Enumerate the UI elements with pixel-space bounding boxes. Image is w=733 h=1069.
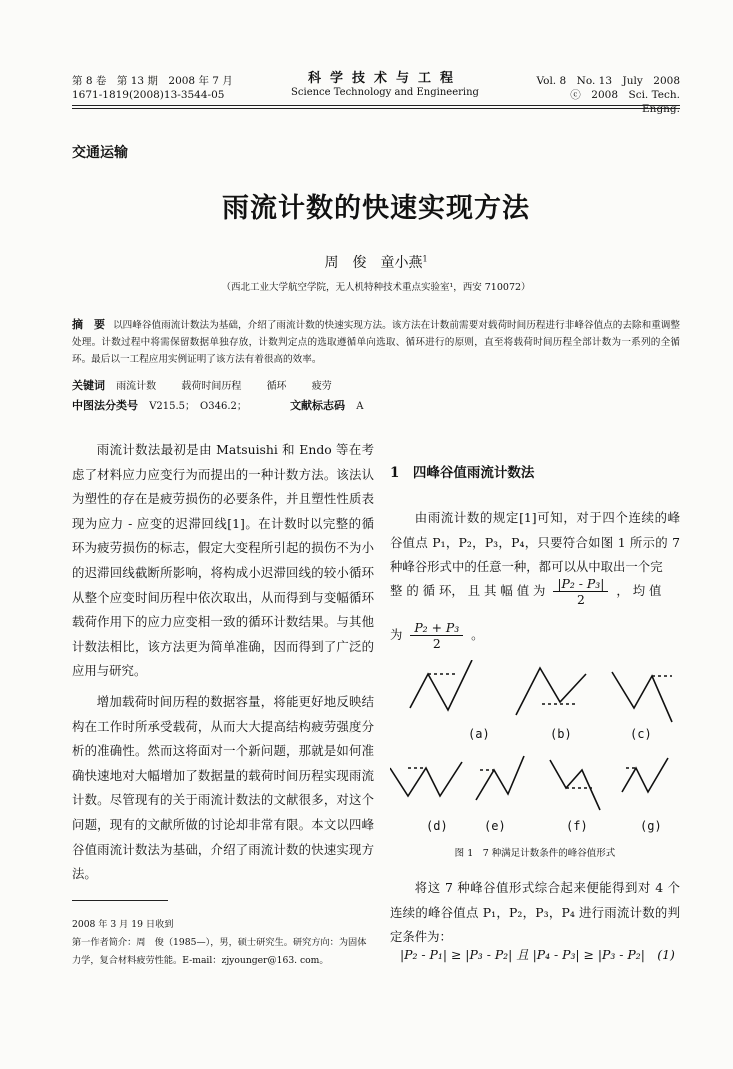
footnote-rule bbox=[72, 900, 168, 901]
keyword: 载荷时间历程 bbox=[181, 381, 242, 392]
journal-name-en: Science Technology and Engineering bbox=[291, 87, 479, 98]
mean-line bbox=[390, 620, 484, 651]
figure-label-d: (d) bbox=[426, 819, 448, 833]
author-affil-sup: 1 bbox=[422, 254, 428, 264]
keyword: 疲劳 bbox=[311, 381, 332, 392]
condition-paragraph: 将这 7 种峰谷值形式综合起来便能得到对 4 个连续的峰谷值点 P₁，P₂，P₃，P₄ 进行雨流计数的判定条件为： bbox=[390, 880, 680, 945]
form-f-path bbox=[550, 760, 600, 810]
affiliation: （西北工业大学航空学院，无人机特种技术重点实验室¹，西安 710072） bbox=[221, 282, 531, 293]
section-heading-1: 1 四峰谷值雨流计数法 bbox=[390, 465, 535, 481]
figure-1-peak-valley-forms bbox=[390, 660, 680, 840]
author-bio: 第一作者简介：周 俊（1985—），男，硕士研究生。研究方向：为固体力学，复合材料疲劳性能。E-mail：zjyounger@163. com。 bbox=[72, 937, 367, 966]
figure-caption: 图 1 7 种满足计数条件的峰谷值形式 bbox=[454, 848, 616, 859]
journal-name bbox=[290, 72, 480, 100]
abstract-label: 摘 要 bbox=[72, 318, 106, 331]
intro-paragraph-2: 增加载荷时间历程的数据容量，将能更好地反映结构在工作时所承受载荷，从而大大提高结构疲劳强度分析的准确性。然而这将面对一个新问题，那就是如何准确快速地对大幅增加了数据量的载荷时间历程实现雨流计数。尽管现有的关于雨流计数法的文献很多，对这个问题，现有的文献所做的讨论却非常有限。本文以四峰谷值雨流计数法为基础，介绍了雨流计数的快速实现方法。 bbox=[72, 693, 374, 882]
amplitude-fraction bbox=[553, 576, 608, 607]
issue-line: 第 8 卷 第 13 期 2008 年 7 月 bbox=[72, 75, 233, 87]
journal-volume-info bbox=[530, 74, 680, 116]
journal-issue-info bbox=[72, 74, 233, 102]
right-column-paragraph-1 bbox=[390, 506, 680, 580]
mean-fraction bbox=[410, 620, 463, 651]
intro-paragraph-1: 雨流计数法最初是由 Matsuishi 和 Endo 等在考虑了材料应力应变行为而提出的一种计数方法。该法认为塑性的存在是疲劳损伤的必要条件，并且塑性性质表现为应力 - 应变的迟滞回线[1]。在计数时以完整的循环为疲劳损伤的标志，假定大变程所引起的损伤不为小的迟滞回线截断所影响，将构成小迟滞回线的较小循环从整个应变时间历程中依次取出，从而得到与变幅循环载荷作用下的应力应变相一致的循环计数结果。与其他计数法相比，该方法更为简单准确，因而得到了广泛的应用与研究。 bbox=[72, 442, 374, 679]
doc-code-value: A bbox=[356, 401, 364, 412]
copyright-line: ⓒ 2008 Sci. Tech. Engng. bbox=[570, 89, 680, 115]
authors bbox=[72, 252, 680, 272]
form-b-path bbox=[516, 668, 586, 715]
classification bbox=[72, 397, 680, 413]
paper-title: 雨流计数的快速实现方法 bbox=[222, 193, 530, 224]
amplitude-line bbox=[390, 576, 661, 607]
figure-label-b: (b) bbox=[550, 727, 572, 741]
keyword: 雨流计数 bbox=[116, 381, 157, 392]
left-column bbox=[72, 438, 374, 887]
form-d-path bbox=[390, 762, 462, 796]
form-g-path bbox=[622, 758, 668, 792]
amplitude-numerator: |P₂ - P₃| bbox=[553, 576, 608, 592]
form-a-path bbox=[410, 660, 472, 710]
mean-period: 。 bbox=[471, 627, 484, 642]
header-rule bbox=[72, 105, 680, 106]
figure-label-g: (g) bbox=[640, 819, 662, 833]
form-e-path bbox=[476, 756, 524, 800]
footnote bbox=[72, 916, 374, 970]
figure-label-a: (a) bbox=[468, 727, 490, 741]
section-label: 交通运输 bbox=[72, 145, 128, 161]
abstract bbox=[72, 316, 680, 368]
classification-value: V215.5； O346.2； bbox=[149, 401, 247, 412]
abstract-text: 以四峰谷值雨流计数法为基础，介绍了雨流计数的快速实现方法。该方法在计数前需要对载荷时间历程进行非峰谷值点的去除和重调整处理。计数过程中将需保留数据单独存放，计数判定点的选取遵循单向选取、循环进行的原则，直至将载荷时间历程全部计数为一系列的全循环。最后以一工程应用实例证明了该方法有着很高的效率。 bbox=[72, 320, 681, 365]
figure-label-f: (f) bbox=[566, 819, 588, 833]
issn-line: 1671-1819(2008)13-3544-05 bbox=[72, 89, 225, 101]
classification-label: 中图法分类号 bbox=[72, 399, 138, 412]
mean-text: ， 均 值 bbox=[616, 583, 662, 598]
mean-denominator: 2 bbox=[432, 636, 441, 651]
doc-code-label: 文献标志码 bbox=[290, 399, 346, 412]
figure-label-e: (e) bbox=[484, 819, 506, 833]
volume-line: Vol. 8 No. 13 July 2008 bbox=[536, 75, 680, 87]
journal-name-cn: 科学技术与工程 bbox=[307, 71, 462, 86]
received-date: 2008 年 3 月 19 日收到 bbox=[72, 919, 174, 930]
header-rule-thin bbox=[72, 108, 680, 109]
keyword: 循环 bbox=[266, 381, 287, 392]
keywords bbox=[72, 377, 354, 393]
amplitude-denominator: 2 bbox=[576, 592, 585, 607]
form-c-path bbox=[612, 672, 672, 722]
rule-paragraph: 由雨流计数的规定[1]可知，对于四个连续的峰谷值点 P₁，P₂，P₃，P₄，只要符合如图 1 所示的 7 种峰谷形式中的任意一种，都可以从中取出一个完 bbox=[390, 510, 680, 575]
keywords-label: 关键词 bbox=[72, 379, 105, 392]
author-names: 周 俊 童小燕 bbox=[324, 255, 423, 271]
figure-label-c: (c) bbox=[630, 727, 652, 741]
mean-prefix: 为 bbox=[390, 627, 403, 642]
mean-numerator: P₂ + P₃ bbox=[410, 620, 463, 636]
amplitude-text: 整 的 循 环， 且 其 幅 值 为 bbox=[390, 583, 546, 598]
equation-1: |P₂ - P₁| ≥ |P₃ - P₂| 且 |P₄ - P₃| ≥ |P₃ - P₂| (1) bbox=[400, 947, 675, 962]
right-column-paragraph-2 bbox=[390, 876, 680, 950]
